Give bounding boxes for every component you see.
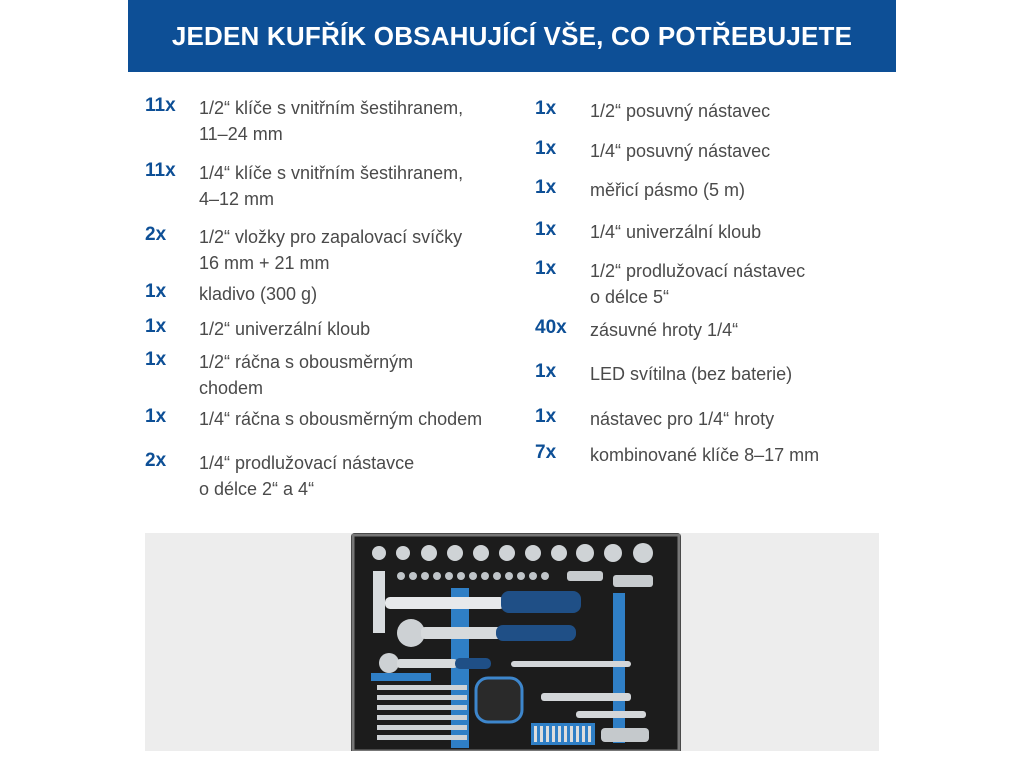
item-quantity: 1x	[535, 219, 557, 240]
item-description: 1/4“ ráčna s obousměrným chodem	[199, 409, 483, 429]
item-description: 1/2“ prodlužovací nástavec o délce 5“	[590, 261, 806, 307]
item-quantity: 1x	[535, 361, 557, 382]
item-quantity: 1x	[535, 258, 557, 279]
item-quantity: 2x	[145, 450, 167, 471]
item-quantity: 1x	[145, 281, 167, 302]
bit-set	[531, 723, 595, 745]
item-description: nástavec pro 1/4“ hroty	[590, 409, 775, 429]
item-description: 1/4“ posuvný nástavec	[590, 141, 771, 161]
page-title: JEDEN KUFŘÍK OBSAHUJÍCÍ VŠE, CO POTŘEBUJETE	[171, 20, 853, 51]
item-description: 1/4“ prodlužovací nástavce o délce 2“ a 4“	[199, 453, 415, 499]
item-description: kladivo (300 g)	[199, 284, 318, 304]
title-banner	[128, 0, 896, 72]
item-quantity: 40x	[535, 317, 567, 338]
tool-case-illustration	[351, 533, 681, 751]
tool-case-image	[351, 533, 681, 751]
item-quantity: 11x	[145, 160, 176, 181]
item-quantity: 11x	[145, 95, 176, 116]
item-description: LED svítilna (bez baterie)	[590, 364, 793, 384]
item-description: 1/2“ univerzální kloub	[199, 319, 371, 339]
item-description: 1/2“ vložky pro zapalovací svíčky 16 mm + 21 mm	[199, 227, 463, 273]
item-quantity: 1x	[535, 98, 557, 119]
measuring-tape	[476, 678, 522, 722]
item-description: zásuvné hroty 1/4“	[590, 320, 739, 340]
item-quantity: 1x	[145, 316, 167, 337]
item-quantity: 1x	[145, 349, 167, 370]
item-quantity: 2x	[145, 224, 167, 245]
item-description: měřicí pásmo (5 m)	[590, 180, 746, 200]
item-description: kombinované klíče 8–17 mm	[590, 445, 820, 465]
item-quantity: 1x	[535, 138, 557, 159]
item-description: 1/2“ posuvný nástavec	[590, 101, 771, 121]
item-quantity: 1x	[145, 406, 167, 427]
item-description: 1/4“ klíče s vnitřním šestihranem, 4–12 mm	[199, 163, 464, 209]
item-description: 1/2“ klíče s vnitřním šestihranem, 11–24 mm	[199, 98, 464, 144]
item-quantity: 7x	[535, 442, 557, 463]
item-quantity: 1x	[535, 406, 557, 427]
item-description: 1/2“ ráčna s obousměrným chodem	[199, 352, 414, 398]
item-description: 1/4“ univerzální kloub	[590, 222, 762, 242]
item-quantity: 1x	[535, 177, 557, 198]
